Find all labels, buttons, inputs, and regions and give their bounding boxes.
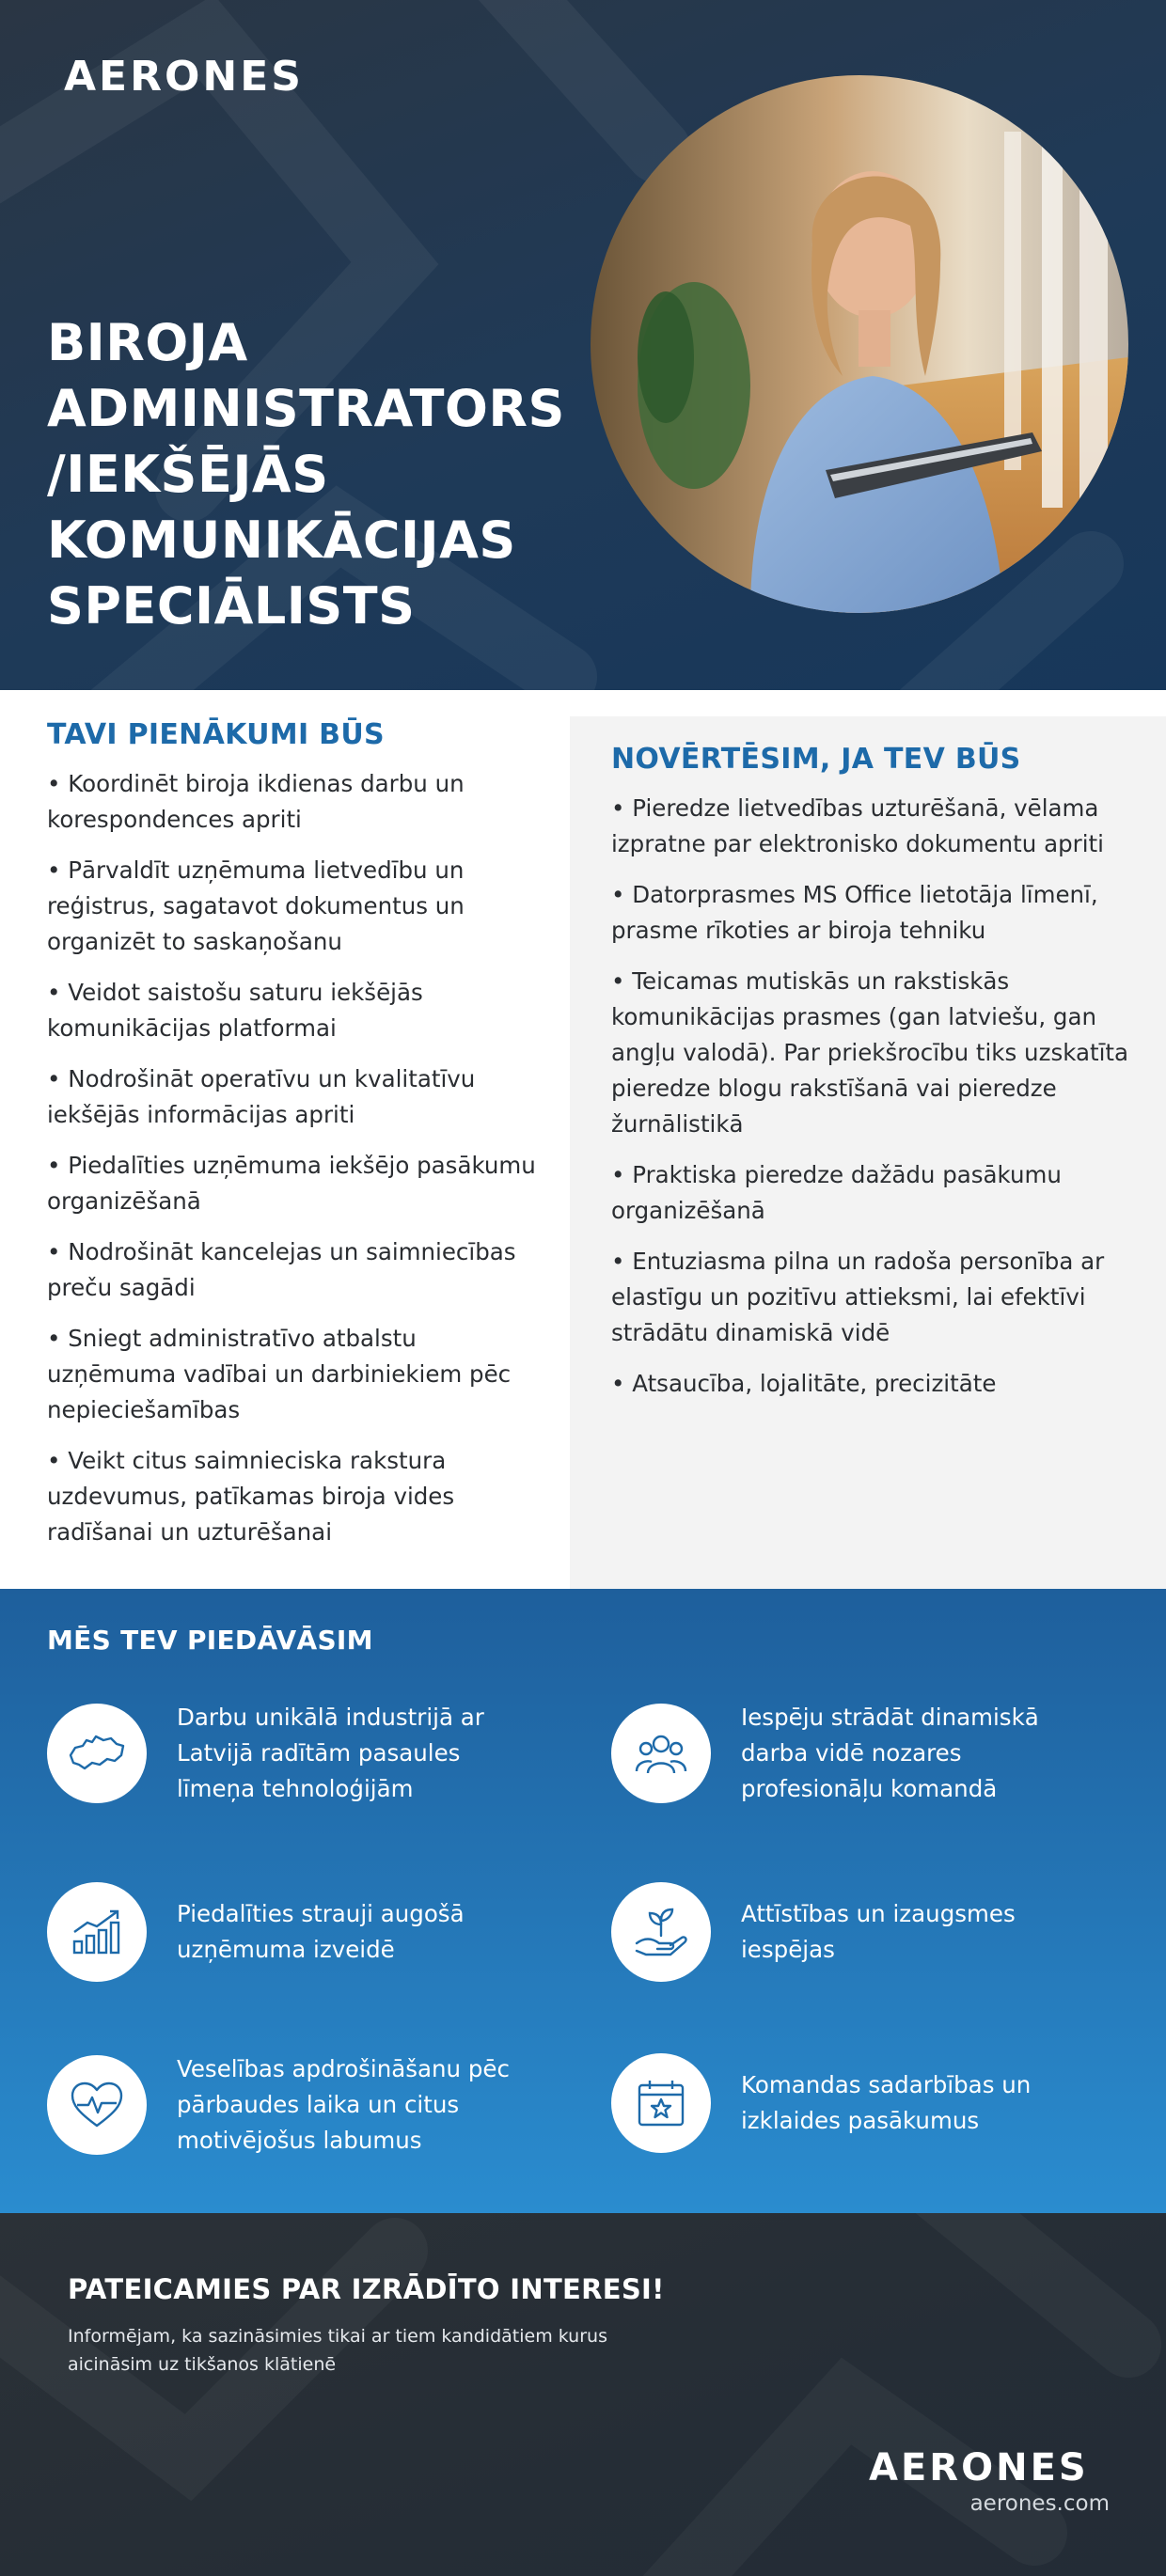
list-item: • Veidot saistošu saturu iekšējās komunikācijas platformai — [47, 979, 423, 1042]
list-item: • Entuziasma pilna un radoša personība ar elastīgu un pozitīvu attieksmi, lai efektīvi strādātu dinamiskā vidē — [611, 1248, 1105, 1346]
list-item: • Praktiska pieredze dažādu pasākumu organizēšanā — [611, 1161, 1062, 1224]
offer-item — [47, 2051, 534, 2159]
hero-banner — [0, 0, 1166, 690]
job-title-line: BIROJA — [47, 313, 248, 372]
offer-item — [47, 1700, 534, 1807]
plant-hand-icon — [611, 1882, 711, 1982]
growth-chart-icon — [47, 1882, 147, 1982]
duties-section — [0, 690, 570, 1589]
thanks-heading: PATEICAMIES PAR IZRĀDĪTO INTERESI! — [68, 2273, 665, 2305]
list-item: • Nodrošināt kancelejas un saimniecības preču sagādi — [47, 1238, 516, 1301]
calendar-star-icon — [611, 2053, 711, 2153]
list-item: • Atsaucība, lojalitāte, precizitāte — [611, 1370, 997, 1397]
job-title — [47, 310, 574, 639]
list-item: • Koordinēt biroja ikdienas darbu un korespondences apriti — [47, 770, 465, 833]
company-logo: AERONES — [869, 2446, 1089, 2490]
list-item: • Pieredze lietvedības uzturēšanā, vēlama izpratne par elektronisko dokumentu apriti — [611, 794, 1104, 857]
contact-note: Informējam, ka sazināsimies tikai ar tiem kandidātiem kurus aicināsim uz tikšanos klātienē — [68, 2326, 607, 2375]
offer-text: Piedalīties strauji augošā uzņēmuma izveidē — [177, 1900, 465, 1963]
job-details — [0, 690, 1166, 1589]
team-icon — [611, 1704, 711, 1803]
offer-text: Darbu unikālā industrijā ar Latvijā radītām pasaules līmeņa tehnoloģijām — [177, 1704, 484, 1802]
job-title-line: SPECIĀLISTS — [47, 576, 416, 636]
job-title-line: /IEKŠĒJĀS — [47, 445, 329, 504]
website-link[interactable]: aerones.com — [969, 2491, 1110, 2516]
job-title-line: KOMUNIKĀCIJAS — [47, 510, 516, 570]
offers-heading: MĒS TEV PIEDĀVĀSIM — [47, 1625, 373, 1656]
list-item: • Nodrošināt operatīvu un kvalitatīvu iekšējās informācijas apriti — [47, 1065, 476, 1128]
duties-heading: TAVI PIENĀKUMI BŪS — [47, 718, 385, 751]
offer-item — [611, 2053, 1098, 2153]
list-item: • Piedalīties uzņēmuma iekšējo pasākumu organizēšanā — [47, 1152, 536, 1215]
latvia-map-icon — [47, 1704, 147, 1803]
list-item: • Pārvaldīt uzņēmuma lietvedību un reģistrus, sagatavot dokumentus un organizēt to saskaņošanu — [47, 856, 465, 955]
list-item: • Teicamas mutiskās un rakstiskās komunikācijas prasmes (gan latviešu, gan angļu valodā). Par priekšrocību tiks uzskatīta pieredze blogu rakstīšanā vai pieredze žurnālistikā — [611, 967, 1129, 1138]
health-heart-icon — [47, 2055, 147, 2155]
employee-photo — [591, 75, 1128, 613]
list-item: • Veikt citus saimnieciska rakstura uzdevumus, patīkamas biroja vides radīšanai un uzturēšanai — [47, 1447, 455, 1546]
offer-item — [47, 1882, 534, 1982]
requirements-section — [570, 716, 1166, 1589]
offer-item — [611, 1700, 1098, 1807]
list-item: • Datorprasmes MS Office lietotāja līmenī, prasme rīkoties ar biroja tehniku — [611, 881, 1098, 944]
background-pattern — [0, 2213, 1166, 2576]
offer-text: Iespēju strādāt dinamiskā darba vidē nozares profesionāļu komandā — [741, 1704, 1039, 1802]
offer-item — [611, 1882, 1098, 1982]
requirements-heading: NOVĒRTĒSIM, JA TEV BŪS — [611, 743, 1021, 776]
offer-text: Veselības apdrošināšanu pēc pārbaudes laika un citus motivējošus labumus — [177, 2055, 510, 2154]
duties-list — [47, 766, 536, 1550]
offers-section — [0, 1589, 1166, 2213]
job-title-line: ADMINISTRATORS — [47, 379, 565, 438]
offer-text: Attīstības un izaugsmes iespējas — [741, 1900, 1016, 1963]
offer-text: Komandas sadarbības un izklaides pasākumus — [741, 2071, 1032, 2134]
company-logo: AERONES — [64, 53, 304, 101]
list-item: • Sniegt administratīvo atbalstu uzņēmuma vadībai un darbiniekiem pēc nepieciešamības — [47, 1325, 512, 1423]
requirements-list — [611, 791, 1132, 1402]
footer — [0, 2213, 1166, 2576]
